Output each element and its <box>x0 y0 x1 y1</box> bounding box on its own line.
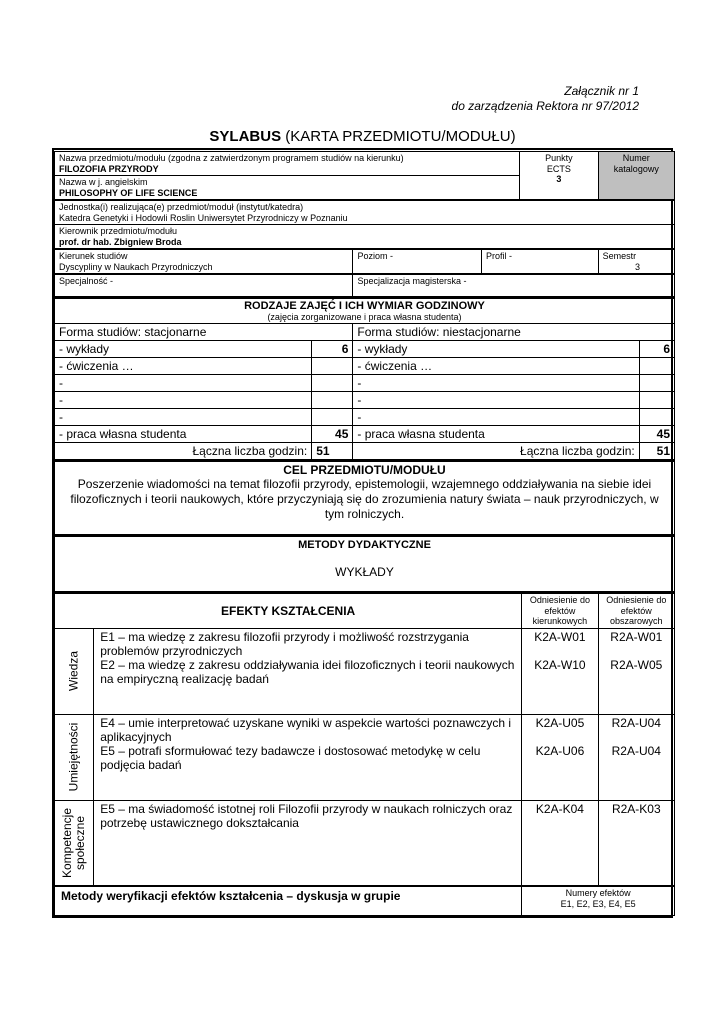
catalog-box <box>598 152 674 200</box>
outcome-group-skills <box>55 714 675 800</box>
row-left-label: - <box>55 375 312 392</box>
coordinator-label: Kierownik przedmiotu/modułu <box>59 226 178 236</box>
row-right-label: - praca własna studenta <box>353 426 639 443</box>
group-label-cell <box>55 800 94 886</box>
unit-label: Jednostka(i) realizująca(e) przedmiot/moduł (instytut/katedra) <box>59 202 304 212</box>
field-ref-cell <box>522 628 598 714</box>
semester-cell <box>598 250 674 274</box>
profile-cell <box>482 250 599 274</box>
row-left-label: - praca własna studenta <box>55 426 312 443</box>
row-left-value <box>312 392 353 409</box>
part-time-label: Forma studiów: niestacjonarne <box>353 324 675 341</box>
title-bold: SYLABUS <box>209 128 282 145</box>
outcome-text-cell <box>94 714 522 800</box>
methods-title: METODY DYDAKTYCZNE <box>298 538 431 551</box>
page-title <box>52 128 673 145</box>
field-ref-1: K2A-U05 <box>535 715 585 730</box>
row-right-label: - <box>353 409 639 426</box>
hours-row <box>55 358 675 375</box>
subject-name-cell <box>55 152 520 176</box>
catalog-label: Numer katalogowy <box>613 153 659 174</box>
row-left-label: - wykłady <box>55 341 312 358</box>
group-label-line-1: Kompetencje <box>60 807 75 878</box>
row-right-label: - <box>353 375 639 392</box>
coordinator-value: prof. dr hab. Zbigniew Broda <box>59 236 182 247</box>
row-left-label: - ćwiczenia … <box>55 358 312 375</box>
field-ref-1: K2A-W01 <box>534 629 586 644</box>
verification-row <box>55 886 675 915</box>
area-ref-cell <box>598 800 674 886</box>
outcomes-table <box>54 592 675 916</box>
hours-subtitle: (zajęcia zorganizowane i praca własna studenta) <box>267 312 462 322</box>
outcome-text-1: E4 – umie interpretować uzyskane wyniki w aspekcie wartości poznawczych i aplikacyjnych <box>100 715 512 744</box>
row-right-value: 45 <box>639 426 674 443</box>
methods-table <box>54 535 675 593</box>
area-ref-cell <box>598 628 674 714</box>
field-ref-2: K2A-U06 <box>535 743 585 758</box>
field-cell <box>55 250 353 274</box>
unit-table <box>54 200 675 249</box>
header-grid <box>54 151 675 200</box>
full-time-label: Forma studiów: stacjonarne <box>55 324 353 341</box>
outcome-text-1: E1 – ma wiedzę z zakresu filozofii przyrody i możliwość rozstrzygania problemów przyrodniczych <box>100 629 469 658</box>
col-area-header <box>598 593 674 628</box>
master-spec-label: Specjalizacja magisterska - <box>357 276 467 286</box>
group-label <box>61 808 87 878</box>
hours-total-row <box>55 443 675 460</box>
outcome-text-2: E5 – potrafi sformułować tezy badawcze i dostosować metodykę w celu podjęcia badań <box>100 743 481 772</box>
group-label: Umiejętności <box>66 722 81 792</box>
hours-row <box>55 341 675 358</box>
outcome-group-competences <box>55 800 675 886</box>
row-right-value <box>639 392 674 409</box>
row-right-value <box>639 409 674 426</box>
total-right-value: 51 <box>639 443 674 460</box>
field-label: Kierunek studiów <box>59 251 128 261</box>
outcomes-title-cell <box>55 593 522 628</box>
hours-row <box>55 375 675 392</box>
area-ref-2: R2A-U04 <box>611 743 661 758</box>
master-spec-cell <box>353 275 675 297</box>
hours-row <box>55 426 675 443</box>
area-ref-1: R2A-K03 <box>611 801 661 816</box>
annex-line-1: Załącznik nr 1 <box>564 84 639 98</box>
specialty-table <box>54 274 675 297</box>
field-ref-cell <box>522 800 598 886</box>
row-right-value <box>639 358 674 375</box>
area-ref-cell <box>598 714 674 800</box>
ects-value: 3 <box>556 174 562 184</box>
row-left-label: - <box>55 392 312 409</box>
verification-numbers-value: E1, E2, E3, E4, E5 <box>560 898 636 909</box>
specialty-cell <box>55 275 353 297</box>
subject-name-value: FILOZOFIA PRZYRODY <box>59 163 159 174</box>
total-left-label: Łączna liczba godzin: <box>55 443 312 460</box>
row-left-label: - <box>55 409 312 426</box>
area-ref-1: R2A-U04 <box>611 715 661 730</box>
row-left-value: 6 <box>312 341 353 358</box>
field-value: Dyscypliny w Naukach Przyrodniczych <box>59 261 213 272</box>
english-name-value: PHILOSOPHY OF LIFE SCIENCE <box>59 187 198 198</box>
row-right-label: - ćwiczenia … <box>353 358 639 375</box>
specialty-label: Specjalność - <box>59 276 114 286</box>
outcome-group-knowledge <box>55 628 675 714</box>
semester-label: Semestr <box>602 251 637 261</box>
english-name-cell <box>55 176 520 200</box>
col-field-label: Odniesienie do efektów kierunkowych <box>529 595 590 626</box>
annex-note <box>452 84 639 114</box>
total-right-label: Łączna liczba godzin: <box>353 443 639 460</box>
hours-row <box>55 409 675 426</box>
col-field-header <box>522 593 598 628</box>
goal-text: Poszerzenie wiadomości na temat filozofii przyrody, epistemologii, wzajemnego oddziaływania na siebie idei filozoficznych i teorii naukowych, które przyczyniają się do zrozumienia natury świata – nauk przyrodniczych, w tym rolniczych. <box>70 477 659 521</box>
syllabus-form <box>52 148 673 918</box>
goal-title: CEL PRZEDMIOTU/MODUŁU <box>283 463 446 477</box>
goal-table <box>54 460 675 535</box>
row-left-value <box>312 375 353 392</box>
outcome-text-1: E5 – ma świadomość istotnej roli Filozofii przyrody w naukach rolniczych oraz potrzebę ustawicznego dokształcania <box>100 801 513 830</box>
title-rest: (KARTA PRZEDMIOTU/MODUŁU) <box>281 128 516 145</box>
row-left-value <box>312 409 353 426</box>
verification-label: Metody weryfikacji efektów kształcenia – dyskusja w grupie <box>55 886 522 915</box>
hours-title: RODZAJE ZAJĘĆ I ICH WYMIAR GODZINOWY <box>244 300 485 312</box>
profile-label: Profil - <box>486 251 513 261</box>
hours-row <box>55 392 675 409</box>
field-ref-2: K2A-W10 <box>534 657 586 672</box>
level-label: Poziom - <box>357 251 393 261</box>
ects-label: Punkty ECTS <box>545 153 573 174</box>
goal-cell <box>55 461 675 534</box>
field-ref-1: K2A-K04 <box>535 801 584 816</box>
methods-text: WYKŁADY <box>335 564 394 579</box>
outcome-text-2: E2 – ma wiedzę z zakresu oddziaływania idei filozoficznych i teorii naukowych na empiryczną realizację badań <box>100 657 515 686</box>
coordinator-cell <box>55 225 675 249</box>
row-right-label: - <box>353 392 639 409</box>
ects-box <box>520 152 598 200</box>
group-label: Wiedza <box>66 650 81 692</box>
row-right-value <box>639 375 674 392</box>
english-name-label: Nazwa w j. angielskim <box>59 177 148 187</box>
unit-cell <box>55 201 675 225</box>
level-cell <box>353 250 482 274</box>
group-label-cell <box>55 714 94 800</box>
unit-value: Katedra Genetyki i Hodowli Roslin Uniwersytet Przyrodniczy w Poznaniu <box>59 212 348 223</box>
row-left-value <box>312 358 353 375</box>
outcome-text-cell <box>94 628 522 714</box>
field-table <box>54 249 675 274</box>
field-ref-cell <box>522 714 598 800</box>
verification-numbers-cell <box>522 886 675 915</box>
methods-cell <box>55 536 675 592</box>
verification-numbers-label: Numery efektów <box>565 888 631 898</box>
group-label-cell <box>55 628 94 714</box>
total-left-value: 51 <box>312 443 353 460</box>
hours-header-cell <box>55 298 675 324</box>
area-ref-2: R2A-W05 <box>610 657 663 672</box>
group-label-line-2: społeczne <box>73 815 88 870</box>
outcome-text-cell <box>94 800 522 886</box>
outcomes-title: EFEKTY KSZTAŁCENIA <box>221 603 356 618</box>
row-left-value: 45 <box>312 426 353 443</box>
semester-value: 3 <box>634 261 640 272</box>
col-area-label: Odniesienie do efektów obszarowych <box>606 595 667 626</box>
area-ref-1: R2A-W01 <box>610 629 663 644</box>
row-right-value: 6 <box>639 341 674 358</box>
hours-table <box>54 297 675 460</box>
subject-name-label: Nazwa przedmiotu/modułu (zgodna z zatwierdzonym programem studiów na kierunku) <box>59 153 404 163</box>
row-right-label: - wykłady <box>353 341 639 358</box>
annex-line-2: do zarządzenia Rektora nr 97/2012 <box>451 99 639 113</box>
